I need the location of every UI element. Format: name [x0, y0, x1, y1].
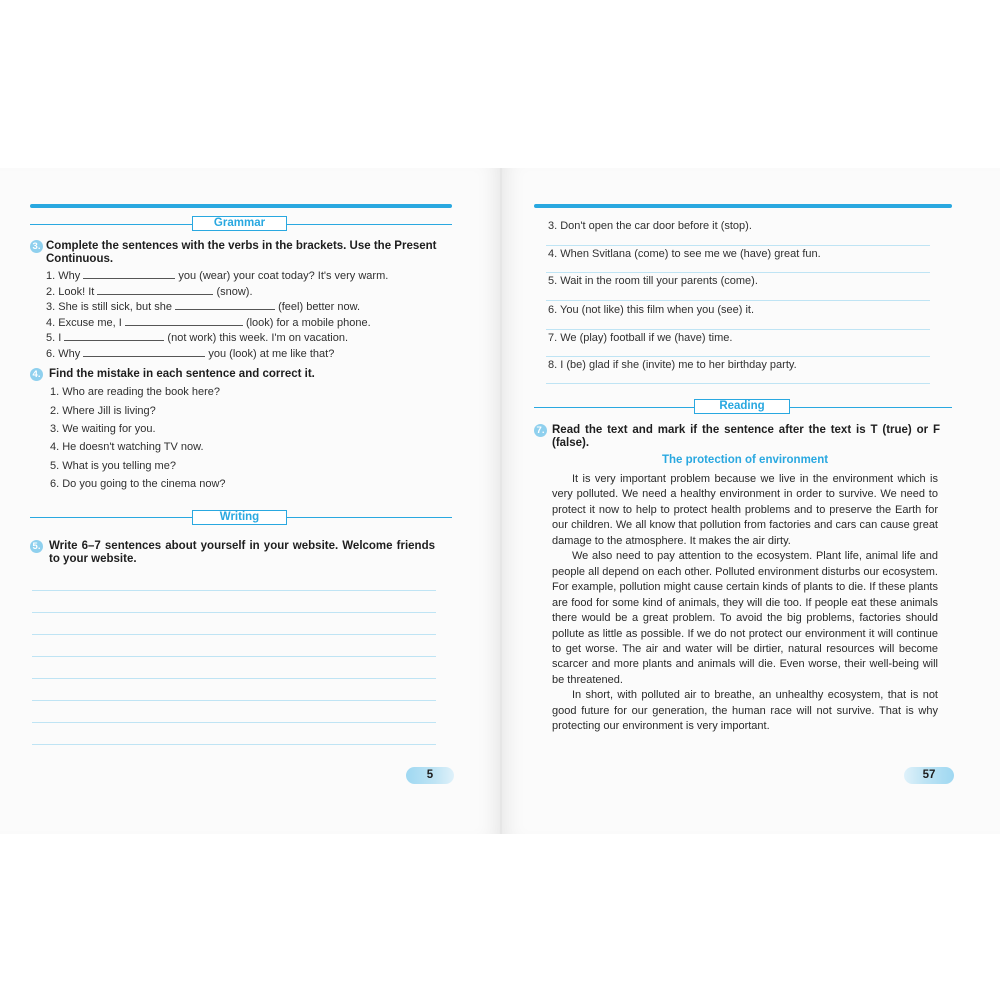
task-3-instruction: Complete the sentences with the verbs in the brackets. Use the Present Continuous. [46, 240, 437, 265]
answer-line-5[interactable] [546, 300, 930, 301]
article-paragraph-3: In short, with polluted air to breathe, an unhealthy ecosystem, that is not good future for our generation, the human race will not survive. That is why protecting our environment is very important. [552, 689, 938, 733]
grammar-item-1-before: 1. Why [46, 270, 81, 282]
mistake-item-4: 4. He doesn't watching TV now. [50, 441, 204, 453]
page-number-left: 5 [406, 767, 454, 784]
grammar-item-4-after: (look) for a mobile phone. [245, 317, 371, 329]
grammar-item-4-blank[interactable] [125, 315, 243, 326]
grammar-item-3-before: 3. She is still sick, but she [46, 301, 172, 313]
mistake-item-1: 1. Who are reading the book here? [50, 386, 221, 398]
article-title: The protection of environment [661, 454, 829, 466]
mistake-item-2: 2. Where Jill is living? [50, 405, 156, 417]
grammar-item-1 [46, 268, 388, 283]
task-3-number: 3. [30, 240, 43, 253]
grammar-item-4-before: 4. Excuse me, I [46, 317, 122, 329]
conditional-item-6: 6. You (not like) this film when you (see) it. [548, 304, 755, 316]
answer-line-4[interactable] [546, 272, 930, 273]
task-5-number: 5. [30, 540, 43, 553]
article-body [552, 472, 938, 735]
grammar-item-2-before: 2. Look! It [46, 286, 95, 298]
writing-line-3[interactable] [32, 634, 436, 635]
answer-line-3[interactable] [546, 245, 930, 246]
writing-line-8[interactable] [32, 744, 436, 745]
grammar-item-6 [46, 346, 334, 361]
answer-line-8[interactable] [546, 383, 930, 384]
writing-line-1[interactable] [32, 590, 436, 591]
grammar-item-3-after: (feel) better now. [278, 301, 361, 313]
article-paragraph-1: It is very important problem because we live in the environment which is very polluted. We need a healthy environment in order to survive. We need to protect it now to help to protect health problems and to preserve the Earth for our children. We all know that pollution from factories and cars can cause great damage to the atmosphere. It makes the air dirty. [552, 473, 938, 547]
answer-line-6[interactable] [546, 329, 930, 330]
reading-section-label: Reading [694, 399, 790, 414]
task-4-instruction: Find the mistake in each sentence and correct it. [49, 368, 315, 380]
task-7-instruction: Read the text and mark if the sentence after the text is T (true) or F (false). [552, 424, 940, 449]
writing-line-6[interactable] [32, 700, 436, 701]
mistake-item-5: 5. What is you telling me? [50, 460, 176, 472]
left-header-bar [30, 204, 452, 208]
grammar-item-6-after: you (look) at me like that? [208, 348, 335, 360]
grammar-item-2 [46, 284, 253, 299]
grammar-item-5-blank[interactable] [64, 330, 164, 341]
conditional-item-5: 5. Wait in the room till your parents (come). [548, 275, 758, 287]
writing-line-5[interactable] [32, 678, 436, 679]
grammar-item-3 [46, 299, 360, 314]
grammar-item-1-after: you (wear) your coat today? It's very warm. [178, 270, 389, 282]
grammar-item-6-before: 6. Why [46, 348, 81, 360]
writing-line-2[interactable] [32, 612, 436, 613]
grammar-item-2-after: (snow). [216, 286, 253, 298]
grammar-item-2-blank[interactable] [97, 284, 213, 295]
right-header-bar [534, 204, 952, 208]
grammar-section-label: Grammar [192, 216, 287, 231]
grammar-item-4 [46, 315, 371, 330]
grammar-item-1-blank[interactable] [83, 268, 175, 279]
mistake-item-3: 3. We waiting for you. [50, 423, 156, 435]
grammar-item-5-before: 5. I [46, 332, 62, 344]
conditional-item-4: 4. When Svitlana (come) to see me we (have) great fun. [548, 248, 821, 260]
conditional-item-7: 7. We (play) football if we (have) time. [548, 332, 733, 344]
grammar-item-6-blank[interactable] [83, 346, 205, 357]
conditional-item-3: 3. Don't open the car door before it (stop). [548, 220, 752, 232]
grammar-item-3-blank[interactable] [175, 299, 275, 310]
task-7-number: 7. [534, 424, 547, 437]
conditional-item-8: 8. I (be) glad if she (invite) me to her birthday party. [548, 359, 797, 371]
grammar-item-5 [46, 330, 348, 345]
writing-line-4[interactable] [32, 656, 436, 657]
answer-line-7[interactable] [546, 356, 930, 357]
task-5-instruction: Write 6–7 sentences about yourself in your website. Welcome friends to your website. [49, 540, 435, 565]
article-paragraph-2: We also need to pay attention to the ecosystem. Plant life, animal life and people all depend on each other. Polluted environment disturbs our ecosystem. For example, pollution might cause certain kinds of plants to die. If these plants are food for some kind of animals, they will die too. If people eat these animals there would be a great problem. To avoid the big problems, factories should pollute as little as possible. If we do not protect our environment it will continue to get worse. The air and water will be dirtier, natural resources will become scarcer and more plants and animals will die. Even worse, their well-being will be threatened. [552, 550, 938, 686]
writing-line-7[interactable] [32, 722, 436, 723]
page-number-right: 57 [904, 767, 954, 784]
grammar-item-5-after: (not work) this week. I'm on vacation. [167, 332, 349, 344]
writing-section-label: Writing [192, 510, 287, 525]
mistake-item-6: 6. Do you going to the cinema now? [50, 478, 226, 490]
task-4-number: 4. [30, 368, 43, 381]
